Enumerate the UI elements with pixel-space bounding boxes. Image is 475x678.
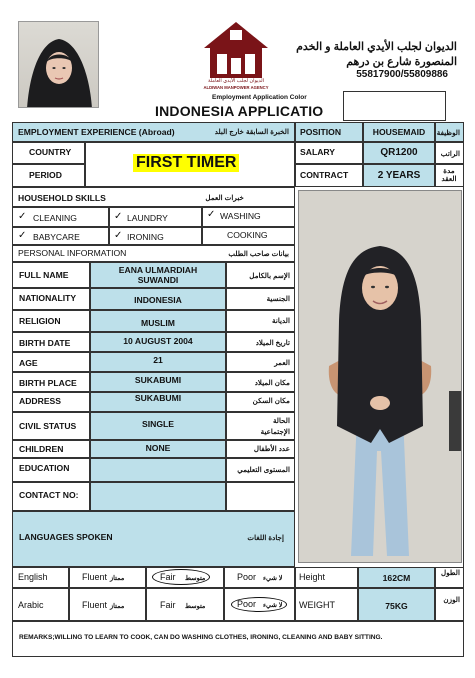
skill-cleaning-label: CLEANING (33, 213, 77, 223)
nationality-label-cell (12, 288, 90, 310)
education-arabic: المستوى التعليمي (237, 465, 290, 474)
english-poor: Poor (237, 572, 257, 582)
contract-value: 2 YEARS (377, 170, 421, 181)
form-subtitle: Employment Application Color (212, 94, 307, 101)
position-label-cell (295, 122, 363, 142)
skills-heading-cell (12, 187, 295, 207)
skill-laundry-cell (109, 207, 202, 227)
skill-washing-label: WASHING (220, 211, 261, 221)
children-label: CHILDREN (19, 444, 64, 454)
children-arabic-cell (226, 440, 295, 458)
height-arabic: الطول (440, 568, 460, 577)
civil-status-arabic-cell (226, 412, 295, 440)
birthplace-value: SUKABUMI (134, 375, 182, 385)
children-value: NONE (145, 443, 171, 453)
weight-label: WEIGHT (299, 600, 335, 610)
height-label-cell (295, 567, 358, 588)
age-arabic: العمر (274, 358, 290, 367)
height-label: Height (299, 572, 326, 582)
children-label-cell (12, 440, 90, 458)
country-label-cell (12, 142, 85, 164)
religion-value-cell (90, 310, 226, 332)
skill-babycare-label: BABYCARE (33, 232, 80, 242)
arabic-fluent-cell (69, 588, 146, 621)
employment-heading-cell (12, 122, 295, 142)
religion-arabic: الديانة (271, 316, 290, 325)
english-fluent-arabic: ممتاز (110, 575, 125, 582)
birthplace-value-cell (90, 372, 226, 392)
religion-arabic-cell (226, 310, 295, 332)
logo-arabic-subtitle: الديوان لجلب الأيدي العاملة (207, 78, 265, 84)
position-label: POSITION (300, 127, 342, 137)
skill-cooking-cell (202, 227, 295, 245)
fullname-label-cell (12, 262, 90, 288)
address-label-cell (12, 392, 90, 412)
weight-value-cell (358, 588, 435, 621)
remarks-text: REMARKS;WILLING TO LEARN TO COOK, CAN DO WASHING CLOTHES, IRONING, CLEANING AND BABY SITTING. (19, 634, 383, 641)
position-value-cell (363, 122, 435, 142)
religion-label-cell (12, 310, 90, 332)
agency-address-arabic: المنصورة شارع بن درهم (346, 56, 457, 68)
position-value: HOUSEMAID (372, 127, 426, 137)
address-arabic: مكان السكن (252, 396, 290, 405)
skill-laundry-label: LAUNDRY (127, 213, 168, 223)
applicant-headshot (18, 21, 99, 108)
arabic-language-cell (12, 588, 69, 621)
check-icon: ✓ (207, 209, 216, 220)
salary-arabic: الراتب (440, 149, 460, 158)
personal-heading-arabic: بيانات صاحب الطلب (228, 249, 289, 258)
birthdate-arabic-cell (226, 332, 295, 352)
religion-value: MUSLIM (141, 318, 175, 328)
address-value-cell (90, 392, 226, 412)
religion-label: RELIGION (19, 316, 61, 326)
children-value-cell (90, 440, 226, 458)
languages-heading-cell (12, 511, 295, 567)
education-label: EDUCATION (19, 463, 70, 473)
employment-heading-arabic: الخبرة السابقة خارج البلد (214, 127, 289, 136)
arabic-fair-arabic: متوسط (185, 603, 206, 610)
weight-value: 75KG (385, 601, 408, 611)
contact-label: CONTACT NO: (19, 490, 79, 500)
remarks-cell (12, 621, 464, 657)
salary-value: QR1200 (380, 147, 418, 158)
fullname-arabic-cell (226, 262, 295, 288)
applicant-full-body-photo (298, 190, 462, 563)
address-label: ADDRESS (19, 396, 62, 406)
arabic-fair: Fair (160, 600, 176, 610)
arabic-poor: Poor (237, 599, 257, 609)
reference-box (343, 91, 446, 121)
employment-heading: EMPLOYMENT EXPERIENCE (Abroad) (18, 127, 175, 137)
birthplace-label-cell (12, 372, 90, 392)
skills-heading-arabic: خبرات العمل (205, 193, 244, 202)
birthplace-arabic: مكان الميلاد (254, 378, 290, 387)
languages-heading-arabic: إجادة اللغات (247, 533, 284, 542)
address-value: SUKABUMI (134, 393, 182, 403)
weight-label-cell (295, 588, 358, 621)
position-arabic-cell (435, 122, 464, 142)
nationality-value: INDONESIA (134, 295, 182, 305)
civil-status-value: SINGLE (142, 419, 174, 429)
contact-arabic-cell (226, 482, 295, 511)
skill-ironing-label: IRONING (127, 232, 164, 242)
skill-washing-cell (202, 207, 295, 227)
english-language-cell (12, 567, 69, 588)
contract-label: CONTRACT (300, 170, 349, 180)
height-value: 162CM (382, 573, 411, 583)
birthdate-value-cell (90, 332, 226, 352)
arabic-fluent: Fluent (82, 600, 108, 610)
salary-value-cell (363, 142, 435, 164)
contract-value-cell (363, 164, 435, 187)
nationality-arabic: الجنسية (266, 294, 290, 303)
form-title: INDONESIA APPLICATIO (155, 103, 324, 119)
civil-status-label-cell (12, 412, 90, 440)
check-icon: ✓ (18, 230, 27, 241)
english-fluent-cell (69, 567, 146, 588)
first-timer-highlight: FIRST TIMER (133, 154, 239, 172)
skills-heading: HOUSEHOLD SKILLS (18, 193, 106, 203)
english-fair-cell[interactable] (146, 567, 224, 588)
personal-heading-cell (12, 245, 295, 262)
english-poor-cell (224, 567, 295, 588)
salary-label-cell (295, 142, 363, 164)
arabic-fluent-arabic: ممتاز (110, 603, 125, 610)
height-value-cell (358, 567, 435, 588)
age-label: AGE (19, 358, 38, 368)
civil-status-label: CIVIL STATUS (19, 421, 77, 431)
agency-name-arabic: الديوان لجلب الأيدي العاملة و الخدم (296, 41, 457, 53)
skill-cleaning-cell (12, 207, 109, 227)
fullname-arabic: الإسم بالكامل (249, 271, 290, 280)
check-icon: ✓ (18, 211, 27, 222)
birthdate-value: 10 AUGUST 2004 (123, 336, 193, 346)
country-label: COUNTRY (29, 147, 72, 157)
languages-heading: LANGUAGES SPOKEN (19, 532, 113, 542)
check-icon: ✓ (114, 211, 123, 222)
skill-ironing-cell (109, 227, 202, 245)
agency-logo (200, 18, 272, 94)
fullname-label: FULL NAME (19, 270, 69, 280)
first-timer-cell (85, 142, 295, 187)
english-fair: Fair (160, 572, 176, 582)
contact-label-cell (12, 482, 90, 511)
education-value-cell (90, 458, 226, 482)
nationality-label: NATIONALITY (19, 293, 77, 303)
age-value-cell (90, 352, 226, 372)
english-language: English (18, 572, 48, 582)
contract-arabic: مدة العقد (441, 166, 457, 183)
period-label: PERIOD (29, 170, 62, 180)
english-fair-arabic: متوسط (185, 575, 206, 582)
agency-phones: 55817900/55809886 (356, 69, 448, 80)
check-icon: ✓ (114, 230, 123, 241)
logo-english-subtitle: ALDIWAN MANPOWER AGENCY (203, 85, 269, 90)
education-arabic-cell (226, 458, 295, 482)
arabic-poor-arabic: لا شيء (263, 602, 283, 609)
nationality-value-cell (90, 288, 226, 310)
birthdate-label: BIRTH DATE (19, 338, 71, 348)
weight-arabic-cell (435, 588, 464, 621)
salary-label: SALARY (300, 147, 336, 157)
age-label-cell (12, 352, 90, 372)
birthplace-label: BIRTH PLACE (19, 378, 77, 388)
arabic-fair-cell (146, 588, 224, 621)
skill-cooking-label: COOKING (227, 230, 268, 240)
contact-value-cell (90, 482, 226, 511)
birthdate-label-cell (12, 332, 90, 352)
birthplace-arabic-cell (226, 372, 295, 392)
age-value: 21 (153, 355, 163, 365)
weight-arabic: الوزن (443, 595, 460, 604)
birthdate-arabic: تاريخ الميلاد (255, 338, 290, 347)
arabic-language: Arabic (18, 600, 44, 610)
arabic-poor-cell[interactable] (224, 588, 295, 621)
children-arabic: عدد الأطفال (253, 444, 290, 453)
period-label-cell (12, 164, 85, 187)
english-poor-arabic: لا شيء (263, 575, 283, 582)
english-fluent: Fluent (82, 572, 108, 582)
height-arabic-cell (435, 567, 464, 588)
education-label-cell (12, 458, 90, 482)
contract-label-cell (295, 164, 363, 187)
position-arabic: الوظيفة (436, 128, 460, 137)
fullname-value-cell (90, 262, 226, 288)
age-arabic-cell (226, 352, 295, 372)
salary-arabic-cell (435, 142, 464, 164)
civil-status-value-cell (90, 412, 226, 440)
nationality-arabic-cell (226, 288, 295, 310)
address-arabic-cell (226, 392, 295, 412)
skill-babycare-cell (12, 227, 109, 245)
contract-arabic-cell (435, 164, 464, 187)
fullname-value: EANA ULMARDIAH SUWANDI (118, 265, 198, 285)
civil-status-arabic: الحالة الإجتماعية (260, 416, 290, 436)
personal-heading: PERSONAL INFORMATION (18, 248, 127, 258)
